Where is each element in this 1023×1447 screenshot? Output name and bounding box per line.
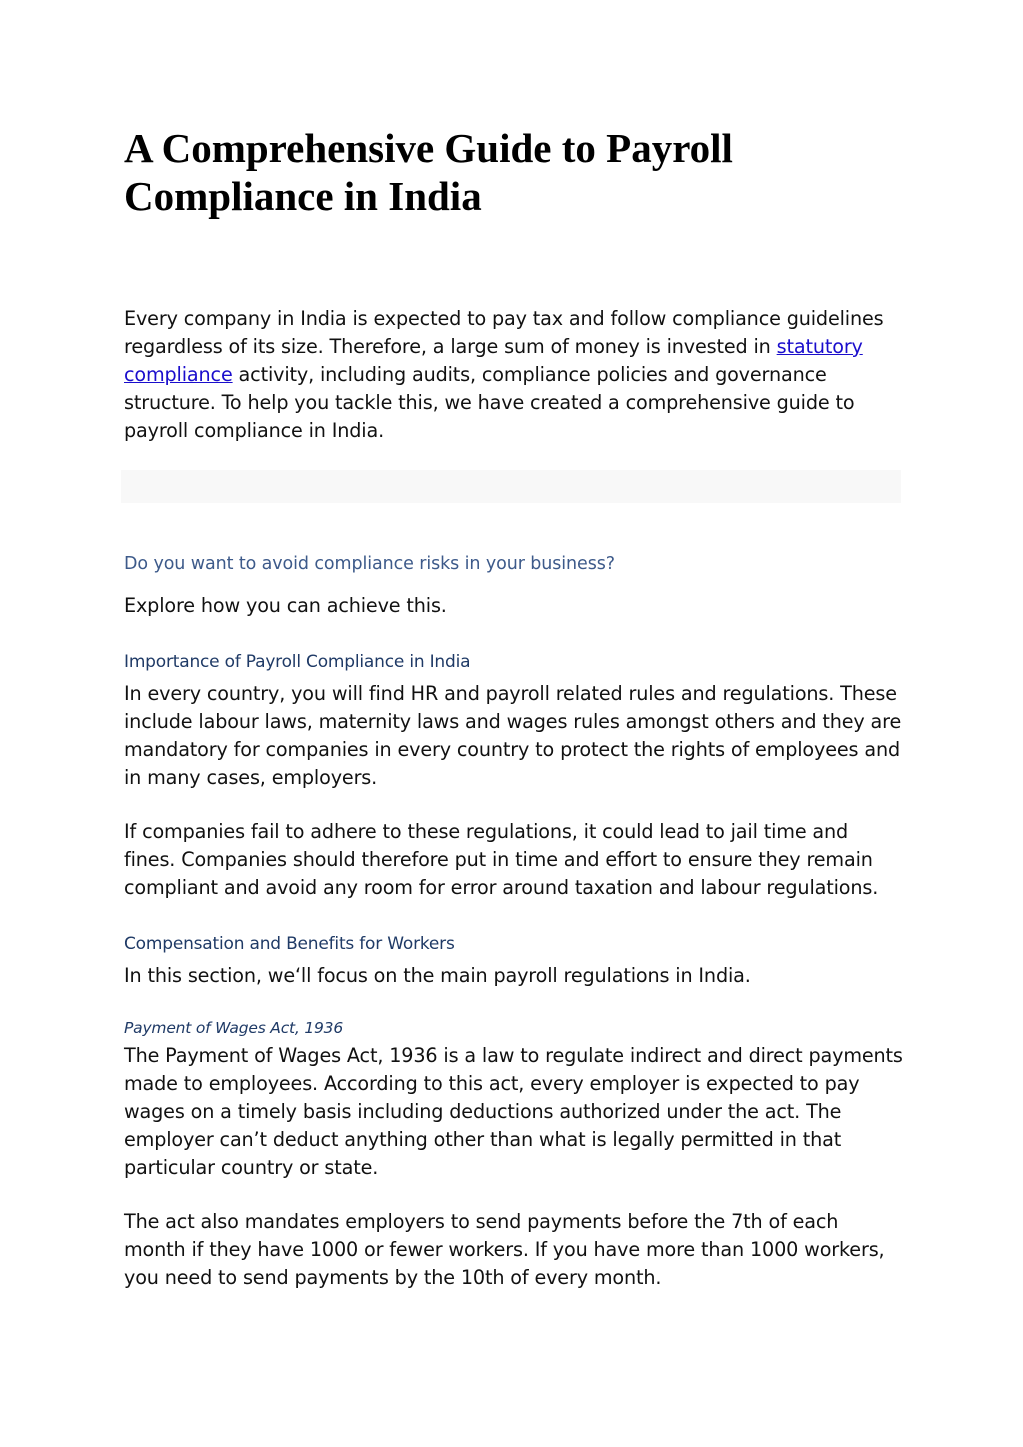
article-title: A Comprehensive Guide to Payroll Compliance in India bbox=[124, 125, 733, 219]
wages-paragraph-1: The Payment of Wages Act, 1936 is a law to regulate indirect and direct payments made to employees. According to this act, every employer is expected to pay wages on a timely basis including deductions authorized under the act. The employer can’t deduct anything other than what is legally permitted in that particular country or state. bbox=[124, 1044, 903, 1179]
intro-text-start: Every company in India is expected to pay tax and follow compliance guidelines regardless of its size. Therefore, a large sum of money is invested in bbox=[124, 307, 884, 358]
section-heading-importance: Importance of Payroll Compliance in India bbox=[124, 652, 471, 672]
intro-text-end: activity, including audits, compliance policies and governance structure. To help you tackle this, we have created a comprehensive guide to payroll compliance in India. bbox=[124, 363, 855, 442]
importance-paragraph-1: In every country, you will find HR and payroll related rules and regulations. These include labour laws, maternity laws and wages rules amongst others and they are mandatory for companies in every country to protect the rights of employees and in many cases, employers. bbox=[124, 682, 902, 789]
importance-paragraph-2: If companies fail to adhere to these regulations, it could lead to jail time and fines. Companies should therefore put in time and effort to ensure they remain compliant and avoid any room for error around taxation and labour regulations. bbox=[124, 820, 879, 899]
statutory-compliance-link[interactable]: statutory compliance bbox=[124, 335, 863, 386]
section-heading-compensation: Compensation and Benefits for Workers bbox=[124, 934, 455, 954]
intro-paragraph bbox=[124, 305, 900, 445]
shaded-banner-box bbox=[121, 470, 901, 503]
wages-paragraph-2: The act also mandates employers to send payments before the 7th of each month if they have 1000 or fewer workers. If you have more than 1000 workers, you need to send payments by the 10th of every month. bbox=[124, 1210, 885, 1289]
compensation-paragraph-1: In this section, we‘ll focus on the main payroll regulations in India. bbox=[124, 964, 751, 987]
cta-question: Do you want to avoid compliance risks in your business? bbox=[124, 554, 615, 574]
cta-explore-text: Explore how you can achieve this. bbox=[124, 594, 447, 617]
subheading-payment-of-wages: Payment of Wages Act, 1936 bbox=[124, 1019, 344, 1037]
